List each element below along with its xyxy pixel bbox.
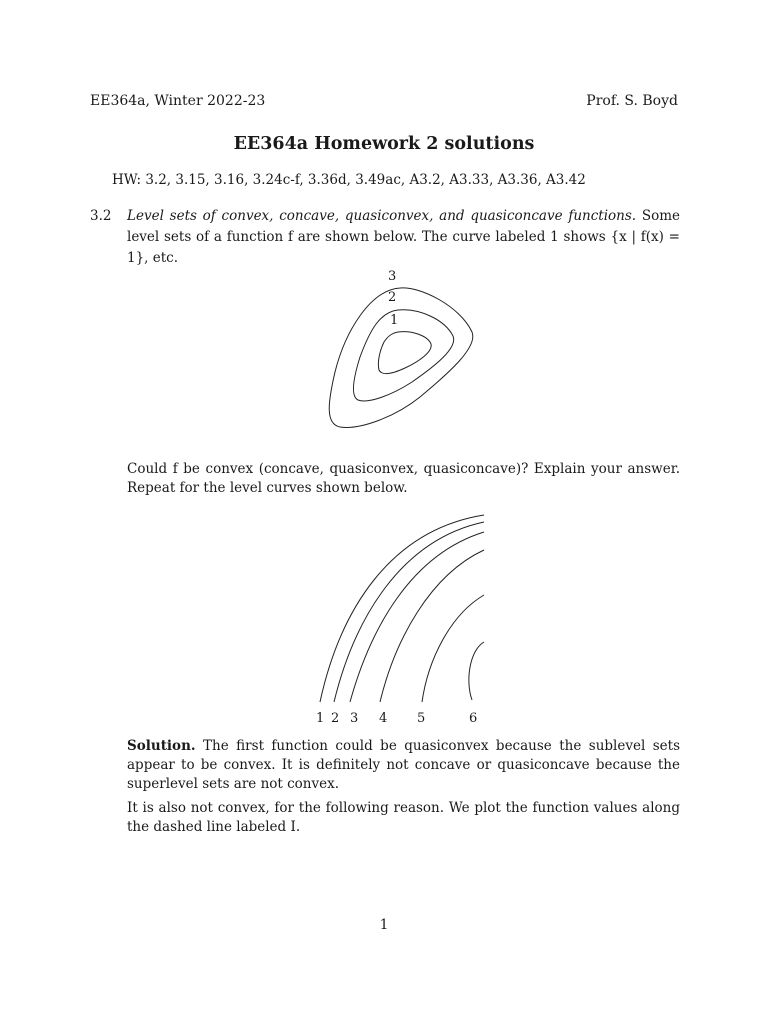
question-text: Could f be convex (concave, quasiconvex, quasiconcave)? Explain your answer. Repeat for the level curves shown below. <box>127 461 680 496</box>
level-sets-figure-2 <box>300 510 500 730</box>
level-curve-b <box>334 522 484 702</box>
solution-paragraph-1 <box>127 737 680 794</box>
level-curve-e <box>422 595 484 702</box>
page-title: EE364a Homework 2 solutions <box>233 134 535 154</box>
solution-heading: Solution. <box>127 738 196 754</box>
page-number: 1 <box>379 917 389 933</box>
figure2-label-4: 4 <box>379 711 388 726</box>
level-curve-a <box>320 515 484 702</box>
figure2-label-3: 3 <box>350 711 359 726</box>
level-curve-c <box>350 532 484 702</box>
level-curve-f <box>469 642 484 700</box>
solution-text-1: The first function could be quasiconvex because the sublevel sets appear to be convex. It is definitely not concave or quasiconcave because the superlevel sets are not convex. <box>127 738 680 792</box>
problem-number: 3.2 <box>90 208 112 224</box>
course-header: EE364a, Winter 2022-23 <box>90 93 266 109</box>
figure2-label-6: 6 <box>469 711 478 726</box>
author-header: Prof. S. Boyd <box>586 93 678 109</box>
level-curve-2 <box>354 310 454 401</box>
figure1-label-2: 2 <box>388 290 397 305</box>
problem-title: Level sets of convex, concave, quasiconvex, and quasiconcave functions. <box>127 208 637 224</box>
figure2-label-2: 2 <box>331 711 340 726</box>
homework-list: HW: 3.2, 3.15, 3.16, 3.24c-f, 3.36d, 3.49ac, A3.2, A3.33, A3.36, A3.42 <box>112 172 586 188</box>
problem-text <box>127 206 680 269</box>
level-sets-figure-1 <box>320 262 490 442</box>
level-curve-3 <box>329 288 473 428</box>
solution-paragraph-2: It is also not convex, for the following reason. We plot the function values along the dashed line labeled I. <box>127 800 680 835</box>
figure1-label-1: 1 <box>390 313 399 328</box>
figure1-label-3: 3 <box>388 269 397 284</box>
figure2-label-1: 1 <box>316 711 325 726</box>
figure2-label-5: 5 <box>417 711 426 726</box>
level-curve-1 <box>378 332 431 374</box>
problem-body: Some level sets of a function f are shown below. The curve labeled 1 shows {x | f(x) = 1}, etc. <box>127 208 680 266</box>
